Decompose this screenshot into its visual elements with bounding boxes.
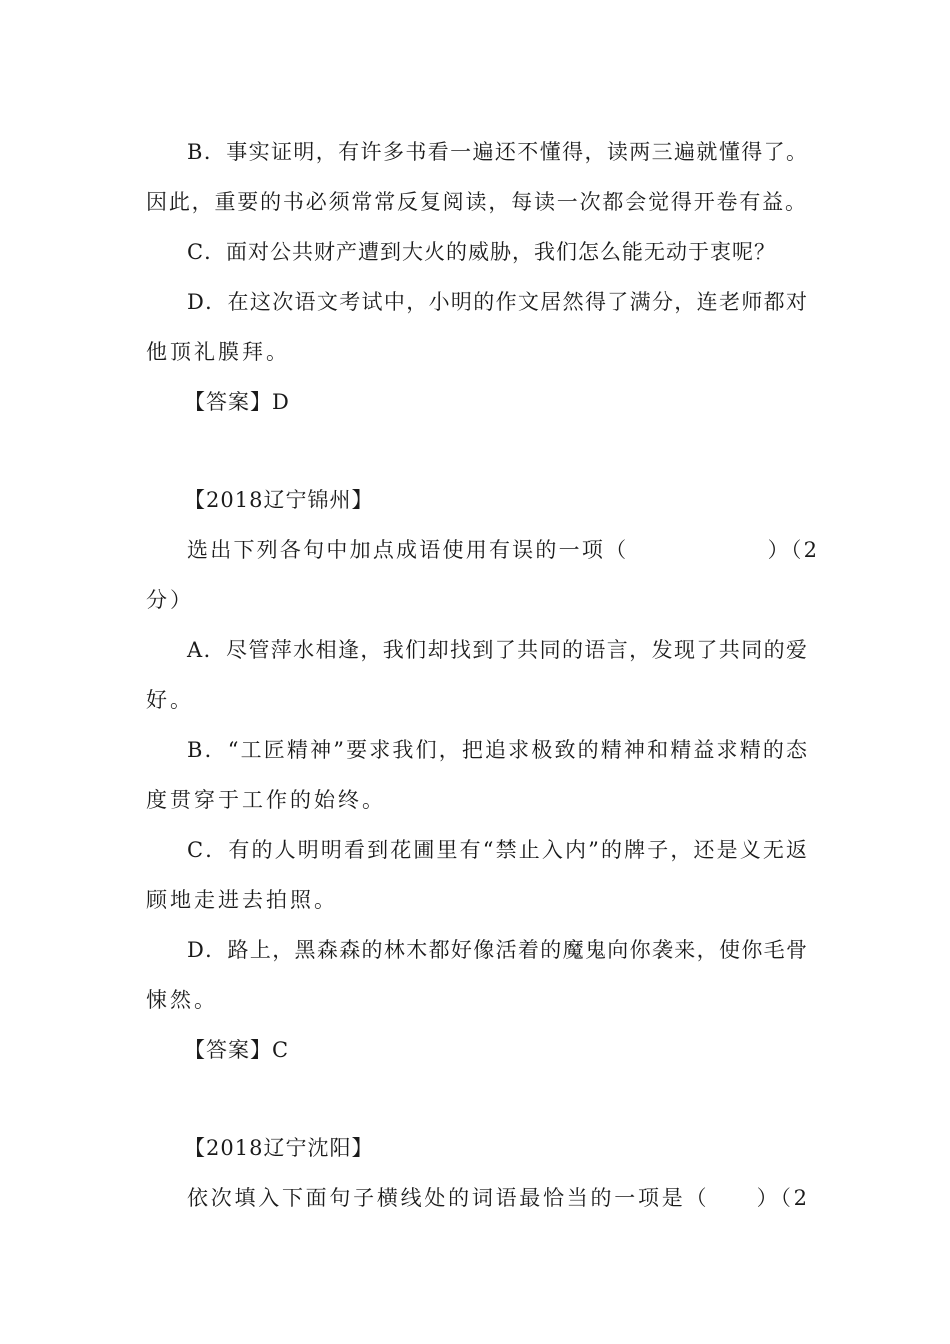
option-c2-line-2: 顾地走进去拍照。 [146,888,338,912]
option-b2-line-2: 度贯穿于工作的始终。 [146,788,386,812]
option-b-line-1: B．事实证明，有许多书看一遍还不懂得，读两三遍就懂得了。 [187,140,807,164]
option-d-line-2: 他顶礼膜拜。 [146,340,290,364]
question-2-line-1: 选出下列各句中加点成语使用有误的一项（ ）（2 [187,538,817,562]
option-d2-line-1: D．路上，黑森森的林木都好像活着的魔鬼向你袭来，使你毛骨 [187,938,807,962]
question-2-line-2: 分） [146,588,194,612]
section-header-shenyang: 【2018辽宁沈阳】 [184,1136,374,1160]
option-d-line-1: D．在这次语文考试中，小明的作文居然得了满分，连老师都对 [187,290,807,314]
section-header-jinzhou: 【2018辽宁锦州】 [184,488,374,512]
option-b2-line-1: B．“工匠精神”要求我们，把追求极致的精神和精益求精的态 [187,738,807,762]
answer-2: 【答案】C [184,1038,290,1062]
option-b-line-2: 因此，重要的书必须常常反复阅读，每读一次都会觉得开卷有益。 [146,190,806,214]
option-a-line-2: 好。 [146,688,194,712]
option-c2-line-1: C．有的人明明看到花圃里有“禁止入内”的牌子，还是义无返 [187,838,807,862]
option-a-line-1: A．尽管萍水相逢，我们却找到了共同的语言，发现了共同的爱 [187,638,807,662]
answer-1: 【答案】D [184,390,290,414]
option-d2-line-2: 悚然。 [146,988,218,1012]
question-3-line-1: 依次填入下面句子横线处的词语最恰当的一项是（ ）（2 [187,1186,807,1210]
option-c-line-1: C．面对公共财产遭到大火的威胁，我们怎么能无动于衷呢？ [187,240,775,264]
